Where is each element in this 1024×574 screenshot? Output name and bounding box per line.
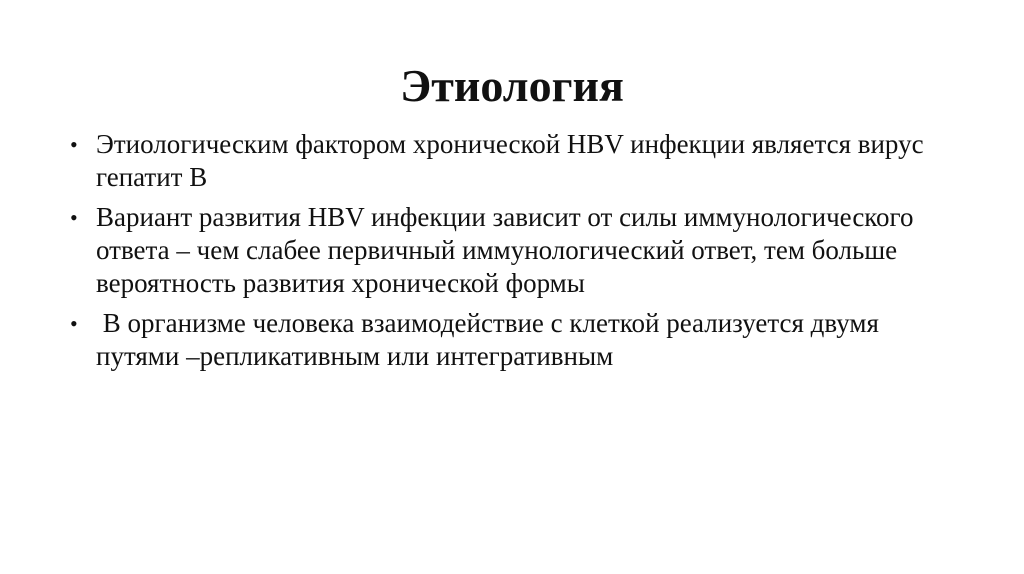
bullet-item-interaction-paths <box>68 307 968 373</box>
bullet-dot-icon: • <box>70 311 78 336</box>
bullet-item-etiology-factor <box>68 128 968 194</box>
bullet-item-infection-variant <box>68 201 968 300</box>
slide-title: Этиология <box>400 60 624 111</box>
bullet-dot-icon: • <box>70 205 78 230</box>
bullet-text: В организме человека взаимодействие с клеткой реализуется двумя путями –репликативным или интегративным <box>96 308 886 371</box>
bullet-list <box>68 128 968 380</box>
bullet-text: Этиологическим фактором хронической HBV инфекции является вирус гепатит В <box>96 129 924 192</box>
bullet-text: Вариант развития HBV инфекции зависит от силы иммунологического ответа – чем слабее первичный иммунологический ответ, тем больше вероятность развития хронической формы <box>96 202 914 298</box>
bullet-dot-icon: • <box>70 132 78 157</box>
